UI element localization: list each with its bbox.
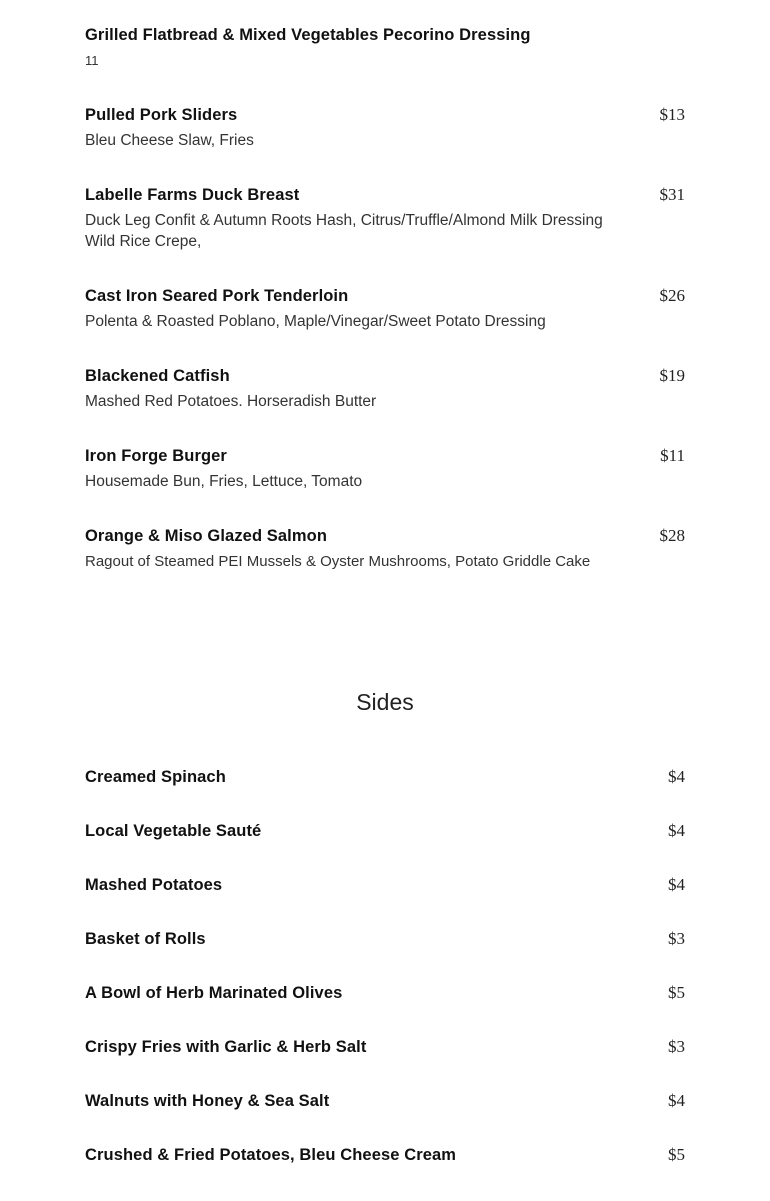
item-name: Mashed Potatoes — [85, 876, 223, 894]
item-price: $26 — [659, 286, 685, 305]
item-price: $3 — [668, 1037, 685, 1056]
side-item — [85, 1144, 685, 1166]
side-item — [85, 820, 685, 842]
item-name: Basket of Rolls — [85, 930, 206, 948]
menu-item — [85, 525, 685, 572]
item-name: Walnuts with Honey & Sea Salt — [85, 1092, 330, 1110]
item-name: Local Vegetable Sauté — [85, 822, 262, 840]
item-name: Pulled Pork Sliders — [85, 106, 238, 124]
side-item — [85, 1036, 685, 1058]
item-price: $28 — [659, 526, 685, 545]
item-name: Creamed Spinach — [85, 768, 226, 786]
item-price: $5 — [668, 983, 685, 1002]
item-name: Cast Iron Seared Pork Tenderloin — [85, 287, 349, 305]
item-description: Bleu Cheese Slaw, Fries — [85, 132, 254, 149]
item-price: $3 — [668, 929, 685, 948]
item-description: Mashed Red Potatoes. Horseradish Butter — [85, 393, 377, 410]
item-price: $11 — [660, 446, 685, 465]
item-name: Orange & Miso Glazed Salmon — [85, 527, 327, 545]
item-name: A Bowl of Herb Marinated Olives — [85, 984, 343, 1002]
item-name: Iron Forge Burger — [85, 447, 227, 465]
item-description: Duck Leg Confit & Autumn Roots Hash, Citrus/Truffle/Almond Milk Dressing Wild Rice Crepe, — [85, 212, 603, 250]
item-price: $31 — [659, 185, 685, 204]
item-name: Labelle Farms Duck Breast — [85, 186, 300, 204]
menu-item — [85, 104, 685, 151]
item-price: $5 — [668, 1145, 685, 1164]
item-price: $4 — [668, 821, 685, 840]
item-name: Crushed & Fried Potatoes, Bleu Cheese Cream — [85, 1146, 457, 1164]
menu-item — [85, 445, 685, 492]
item-description: Housemade Bun, Fries, Lettuce, Tomato — [85, 473, 363, 490]
item-description: 11 — [85, 53, 99, 68]
menu-item — [85, 184, 685, 252]
side-item — [85, 1090, 685, 1112]
item-price: $19 — [659, 366, 685, 385]
side-item — [85, 928, 685, 950]
side-item — [85, 982, 685, 1004]
menu-item — [85, 24, 685, 71]
item-price: $13 — [659, 105, 685, 124]
side-item — [85, 874, 685, 896]
item-price: $4 — [668, 767, 685, 786]
menu-item — [85, 365, 685, 412]
side-item — [85, 766, 685, 788]
item-price: $4 — [668, 875, 685, 894]
menu-item — [85, 285, 685, 332]
item-description: Ragout of Steamed PEI Mussels & Oyster Mushrooms, Potato Griddle Cake — [85, 553, 591, 570]
item-name: Blackened Catfish — [85, 367, 230, 385]
item-name: Crispy Fries with Garlic & Herb Salt — [85, 1038, 367, 1056]
item-name: Grilled Flatbread & Mixed Vegetables Pecorino Dressing — [85, 26, 531, 44]
item-price: $4 — [668, 1091, 685, 1110]
item-description: Polenta & Roasted Poblano, Maple/Vinegar/Sweet Potato Dressing — [85, 313, 546, 330]
section-title-sides: Sides — [356, 689, 414, 715]
